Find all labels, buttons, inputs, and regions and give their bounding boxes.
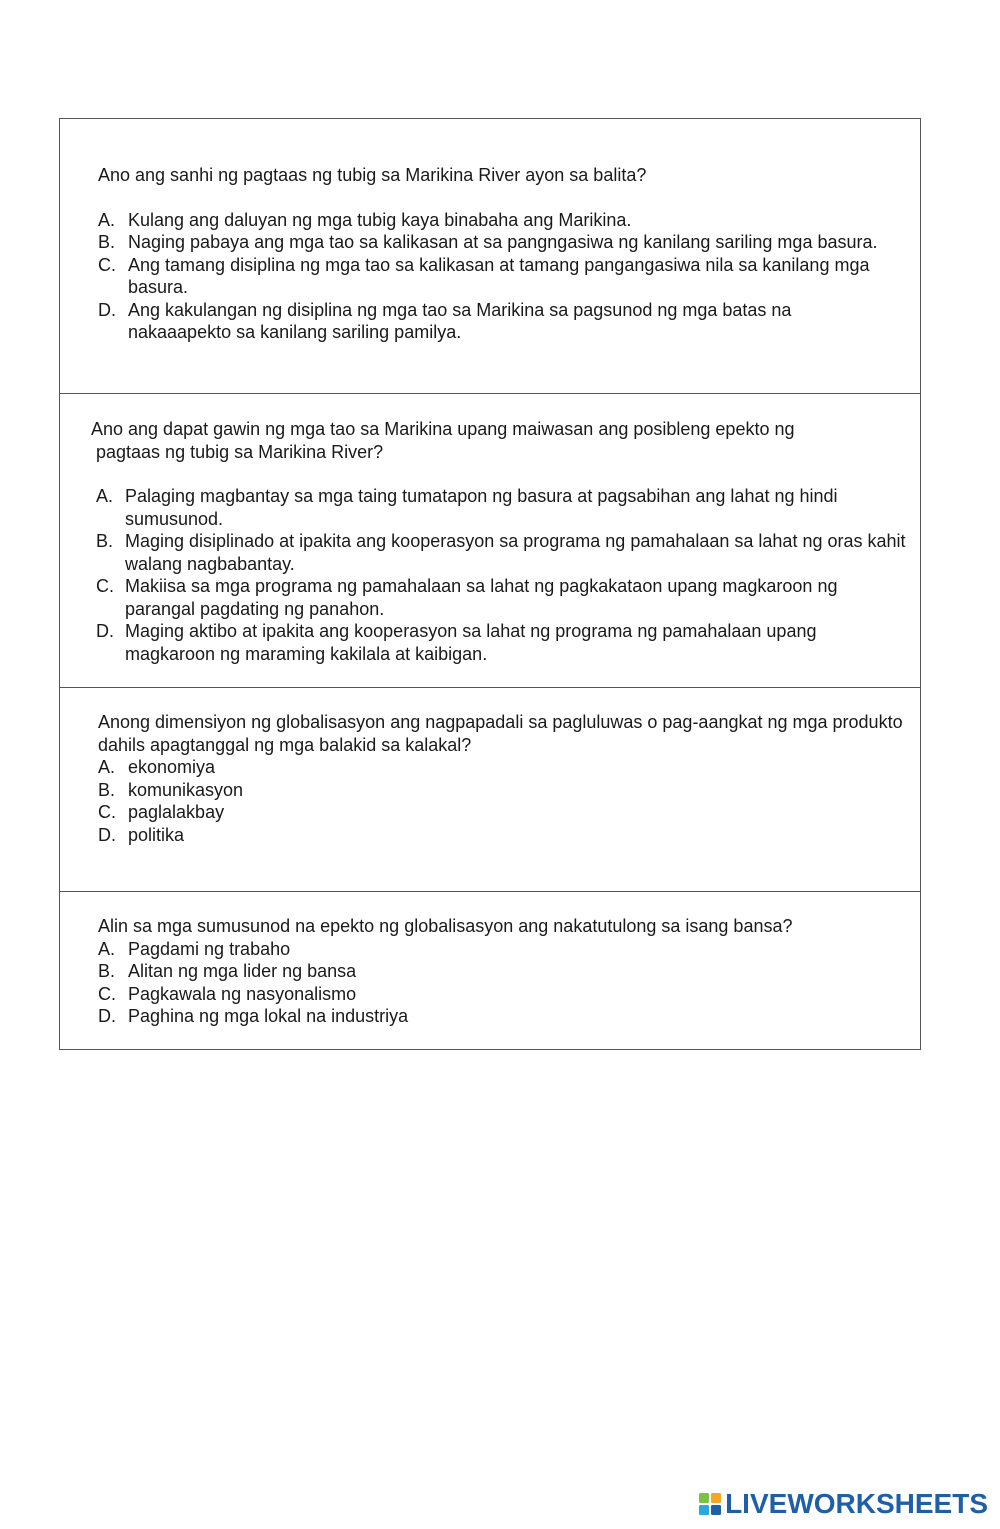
option-text: politika [128, 824, 185, 845]
question-3-options [98, 756, 908, 846]
option-text: Pagkawala ng nasyonalismo [128, 983, 357, 1004]
option-text: Alitan ng mga lider ng bansa [128, 961, 357, 981]
question-4 [60, 892, 920, 1049]
option-letter: D. [96, 621, 114, 641]
liveworksheets-logo-text: LIVEWORKSHEETS [725, 1488, 988, 1519]
question-2-option-b[interactable] [96, 530, 906, 575]
liveworksheets-logo [699, 1487, 988, 1521]
option-letter: C. [96, 576, 114, 596]
option-text: Maging aktibo at ipakita ang kooperasyon sa lahat ng programa ng pamahalaan upang magkaroon ng maraming kakilala at kaibigan. [125, 621, 817, 664]
question-2-option-a[interactable] [96, 485, 906, 530]
question-1-option-d[interactable] [98, 299, 898, 344]
option-text: Ang tamang disiplina ng mga tao sa kalikasan at tamang pangangasiwa nila sa kanilang mga basura. [128, 254, 870, 297]
question-3-option-b[interactable] [98, 779, 908, 802]
question-2-stem [91, 418, 906, 463]
question-4-option-a[interactable] [98, 938, 908, 961]
option-letter: A. [98, 209, 116, 230]
option-text: Paghina ng mga lokal na industriya [128, 1006, 409, 1026]
question-3 [60, 688, 920, 892]
option-letter: D. [98, 1006, 116, 1026]
question-3-stem: Anong dimensiyon ng globalisasyon ang nagpapadali sa pagluluwas o pag-aangkat ng mga produkto dahils apagtanggal ng mga balakid sa kalakal? [98, 712, 903, 755]
question-2 [60, 394, 920, 688]
question-4-options [98, 938, 908, 1028]
question-3-option-d[interactable] [98, 824, 908, 847]
question-2-stem-line-1: Ano ang dapat gawin ng mga tao sa Marikina upang maiwasan ang posibleng epekto ng [91, 419, 795, 439]
option-text: paglalakbay [128, 802, 225, 822]
liveworksheets-logo-icon [699, 1493, 721, 1515]
question-4-option-c[interactable] [98, 983, 908, 1006]
question-2-options [91, 485, 906, 665]
question-2-option-d[interactable] [96, 620, 906, 665]
option-text: Ang kakulangan ng disiplina ng mga tao sa Marikina sa pagsunod ng mga batas na nakaaapekto sa kanilang sariling pamilya. [128, 299, 792, 342]
option-text: komunikasyon [128, 779, 244, 800]
option-letter: B. [98, 232, 116, 252]
option-letter: D. [98, 299, 116, 320]
worksheet-box [59, 118, 921, 1050]
option-letter: D. [98, 824, 116, 845]
question-1-options [98, 209, 898, 344]
option-text: Naging pabaya ang mga tao sa kalikasan at sa pangngasiwa ng kanilang sariling mga basura. [128, 232, 878, 252]
question-3-option-c[interactable] [98, 801, 908, 824]
option-letter: C. [98, 254, 116, 275]
question-1-stem: Ano ang sanhi ng pagtaas ng tubig sa Marikina River ayon sa balita? [98, 165, 647, 185]
question-3-option-a[interactable] [98, 756, 908, 779]
option-letter: A. [96, 486, 114, 506]
option-letter: A. [98, 938, 116, 959]
question-2-stem-line-2: pagtaas ng tubig sa Marikina River? [96, 441, 384, 462]
option-text: ekonomiya [128, 757, 216, 777]
option-letter: B. [96, 531, 114, 551]
question-4-option-d[interactable] [98, 1005, 908, 1028]
option-text: Kulang ang daluyan ng mga tubig kaya binabaha ang Marikina. [128, 209, 632, 230]
option-letter: B. [98, 961, 116, 981]
question-1-option-b[interactable] [98, 231, 898, 254]
option-text: Maging disiplinado at ipakita ang kooperasyon sa programa ng pamahalaan sa lahat ng oras kahit walang nagbabantay. [125, 531, 906, 574]
option-text: Pagdami ng trabaho [128, 938, 291, 959]
question-4-stem: Alin sa mga sumusunod na epekto ng globalisasyon ang nakatutulong sa isang bansa? [98, 916, 793, 936]
option-letter: C. [98, 983, 116, 1004]
question-1-option-a[interactable] [98, 209, 898, 232]
question-1-option-c[interactable] [98, 254, 898, 299]
option-text: Makiisa sa mga programa ng pamahalaan sa lahat ng pagkakataon upang magkaroon ng parangal pagdating ng panahon. [125, 576, 838, 619]
question-4-option-b[interactable] [98, 960, 908, 983]
option-letter: B. [98, 779, 116, 800]
option-letter: C. [98, 802, 116, 822]
option-text: Palaging magbantay sa mga taing tumatapon ng basura at pagsabihan ang lahat ng hindi sumusunod. [125, 486, 838, 529]
option-letter: A. [98, 757, 116, 777]
question-2-option-c[interactable] [96, 575, 906, 620]
question-1 [60, 119, 920, 394]
